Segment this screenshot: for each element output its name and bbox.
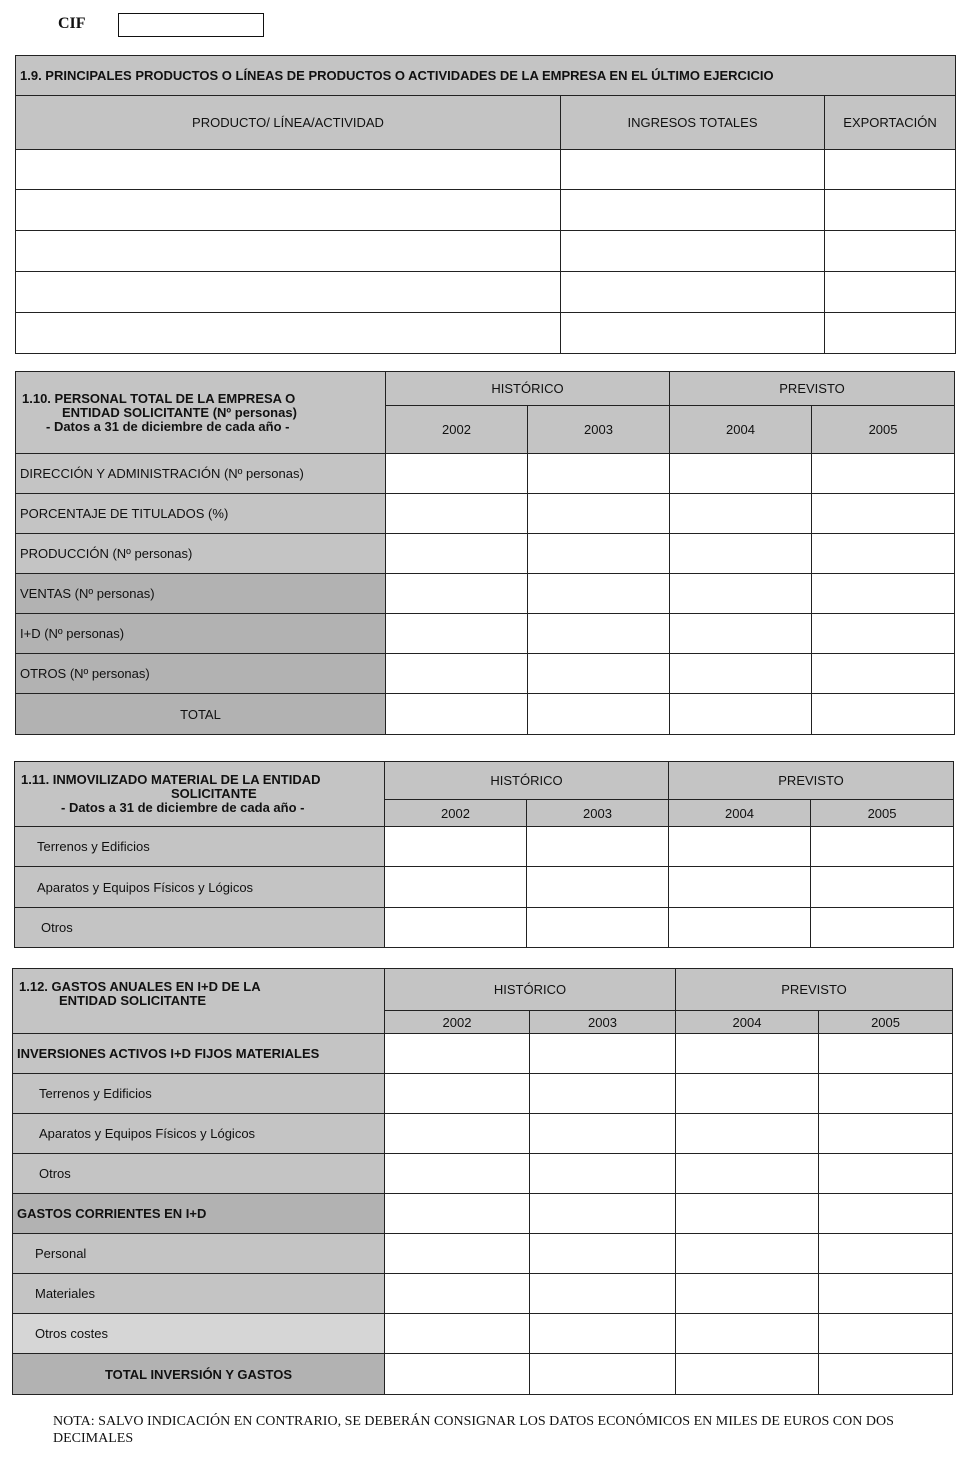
data-cell[interactable] bbox=[676, 1234, 819, 1274]
year-header: 2003 bbox=[527, 800, 669, 827]
data-cell[interactable] bbox=[530, 1074, 676, 1114]
data-cell[interactable] bbox=[676, 1074, 819, 1114]
data-cell[interactable] bbox=[819, 1194, 953, 1234]
row-label-aparatos: Aparatos y Equipos Físicos y Lógicos bbox=[13, 1114, 385, 1154]
year-header: 2003 bbox=[528, 406, 670, 454]
section-1-11-table bbox=[14, 761, 954, 948]
data-cell[interactable] bbox=[812, 494, 955, 534]
section-1-9-table bbox=[15, 55, 956, 354]
data-cell[interactable] bbox=[676, 1314, 819, 1354]
section-1-10-subtitle: - Datos a 31 de diciembre de cada año - bbox=[46, 418, 290, 434]
row-label-personal: Personal bbox=[13, 1234, 385, 1274]
data-cell[interactable] bbox=[527, 867, 669, 908]
year-header: 2002 bbox=[385, 1011, 530, 1034]
data-cell[interactable] bbox=[530, 1154, 676, 1194]
exportacion-cell[interactable] bbox=[825, 190, 956, 231]
data-cell[interactable] bbox=[812, 574, 955, 614]
data-cell[interactable] bbox=[385, 1354, 530, 1395]
section-1-10-title-line2: ENTIDAD SOLICITANTE (Nº personas) bbox=[62, 404, 297, 420]
data-cell[interactable] bbox=[386, 454, 528, 494]
data-cell[interactable] bbox=[819, 1354, 953, 1395]
col-ingresos-header: INGRESOS TOTALES bbox=[561, 96, 825, 150]
row-label-materiales: Materiales bbox=[13, 1274, 385, 1314]
data-cell[interactable] bbox=[811, 827, 954, 867]
data-cell[interactable] bbox=[530, 1314, 676, 1354]
row-label-otros: Otros bbox=[13, 1154, 385, 1194]
data-cell[interactable] bbox=[530, 1034, 676, 1074]
data-cell[interactable] bbox=[386, 574, 528, 614]
section-1-10-title-line1: 1.10. PERSONAL TOTAL DE LA EMPRESA O bbox=[22, 390, 296, 406]
col-exportacion-header: EXPORTACIÓN bbox=[825, 96, 956, 150]
data-cell[interactable] bbox=[385, 1314, 530, 1354]
ingresos-cell[interactable] bbox=[561, 150, 825, 190]
producto-cell[interactable] bbox=[16, 231, 561, 272]
section-1-12-table bbox=[12, 968, 953, 1395]
historico-header: HISTÓRICO bbox=[386, 372, 670, 406]
data-cell[interactable] bbox=[385, 908, 527, 948]
data-cell[interactable] bbox=[386, 494, 528, 534]
ingresos-cell[interactable] bbox=[561, 190, 825, 231]
data-cell[interactable] bbox=[812, 654, 955, 694]
data-cell[interactable] bbox=[819, 1314, 953, 1354]
previsto-header: PREVISTO bbox=[676, 969, 953, 1011]
year-header: 2005 bbox=[811, 800, 954, 827]
row-label-otros-costes: Otros costes bbox=[13, 1314, 385, 1354]
year-header: 2004 bbox=[670, 406, 812, 454]
data-cell[interactable] bbox=[385, 1114, 530, 1154]
data-cell[interactable] bbox=[386, 654, 528, 694]
data-cell[interactable] bbox=[676, 1354, 819, 1395]
section-1-10-table bbox=[15, 371, 955, 735]
exportacion-cell[interactable] bbox=[825, 313, 956, 354]
previsto-header: PREVISTO bbox=[670, 372, 955, 406]
row-label-total: TOTAL bbox=[16, 694, 386, 735]
section-1-9-title: 1.9. PRINCIPALES PRODUCTOS O LÍNEAS DE PRODUCTOS O ACTIVIDADES DE LA EMPRESA EN EL ÚLTIMO EJERCICIO bbox=[16, 56, 956, 96]
data-cell[interactable] bbox=[530, 1274, 676, 1314]
year-header: 2002 bbox=[386, 406, 528, 454]
data-cell[interactable] bbox=[819, 1154, 953, 1194]
row-label-inversiones: INVERSIONES ACTIVOS I+D FIJOS MATERIALES bbox=[13, 1034, 385, 1074]
exportacion-cell[interactable] bbox=[825, 150, 956, 190]
data-cell[interactable] bbox=[385, 827, 527, 867]
data-cell[interactable] bbox=[385, 1074, 530, 1114]
data-cell[interactable] bbox=[385, 1274, 530, 1314]
producto-cell[interactable] bbox=[16, 190, 561, 231]
ingresos-cell[interactable] bbox=[561, 313, 825, 354]
previsto-header: PREVISTO bbox=[669, 762, 954, 800]
data-cell[interactable] bbox=[527, 827, 669, 867]
row-label-produccion: PRODUCCIÓN (Nº personas) bbox=[16, 534, 386, 574]
data-cell[interactable] bbox=[669, 908, 811, 948]
section-1-12-title-line2: ENTIDAD SOLICITANTE bbox=[59, 993, 207, 1008]
row-label-otros: OTROS (Nº personas) bbox=[16, 654, 386, 694]
data-cell[interactable] bbox=[670, 494, 812, 534]
ingresos-cell[interactable] bbox=[561, 272, 825, 313]
data-cell[interactable] bbox=[670, 534, 812, 574]
row-label-gastos-corrientes: GASTOS CORRIENTES EN I+D bbox=[13, 1194, 385, 1234]
year-header: 2003 bbox=[530, 1011, 676, 1034]
data-cell[interactable] bbox=[676, 1194, 819, 1234]
data-cell[interactable] bbox=[385, 1194, 530, 1234]
section-1-12-title-line1: 1.12. GASTOS ANUALES EN I+D DE LA bbox=[19, 979, 261, 994]
row-label-titulados: PORCENTAJE DE TITULADOS (%) bbox=[16, 494, 386, 534]
data-cell[interactable] bbox=[530, 1194, 676, 1234]
cif-label: CIF bbox=[58, 15, 86, 32]
data-cell[interactable] bbox=[530, 1234, 676, 1274]
data-cell[interactable] bbox=[676, 1274, 819, 1314]
data-cell[interactable] bbox=[819, 1234, 953, 1274]
year-header: 2004 bbox=[676, 1011, 819, 1034]
ingresos-cell[interactable] bbox=[561, 231, 825, 272]
historico-header: HISTÓRICO bbox=[385, 762, 669, 800]
data-cell[interactable] bbox=[670, 574, 812, 614]
data-cell[interactable] bbox=[670, 654, 812, 694]
data-cell[interactable] bbox=[528, 454, 670, 494]
data-cell[interactable] bbox=[812, 614, 955, 654]
data-cell[interactable] bbox=[819, 1034, 953, 1074]
data-cell[interactable] bbox=[385, 1154, 530, 1194]
data-cell[interactable] bbox=[528, 534, 670, 574]
producto-cell[interactable] bbox=[16, 313, 561, 354]
data-cell[interactable] bbox=[386, 694, 528, 735]
data-cell[interactable] bbox=[528, 494, 670, 534]
data-cell[interactable] bbox=[528, 574, 670, 614]
data-cell[interactable] bbox=[811, 867, 954, 908]
data-cell[interactable] bbox=[676, 1034, 819, 1074]
row-label-aparatos: Aparatos y Equipos Físicos y Lógicos bbox=[15, 867, 385, 908]
data-cell[interactable] bbox=[386, 614, 528, 654]
section-1-11-title-line1: 1.11. INMOVILIZADO MATERIAL DE LA ENTIDAD bbox=[21, 772, 321, 787]
data-cell[interactable] bbox=[812, 534, 955, 574]
data-cell[interactable] bbox=[676, 1114, 819, 1154]
producto-cell[interactable] bbox=[16, 272, 561, 313]
data-cell[interactable] bbox=[812, 454, 955, 494]
data-cell[interactable] bbox=[811, 908, 954, 948]
row-label-terrenos: Terrenos y Edificios bbox=[13, 1074, 385, 1114]
year-header: 2004 bbox=[669, 800, 811, 827]
data-cell[interactable] bbox=[819, 1074, 953, 1114]
section-1-12-title bbox=[13, 969, 385, 1034]
exportacion-cell[interactable] bbox=[825, 272, 956, 313]
section-1-11-title bbox=[15, 762, 385, 827]
exportacion-cell[interactable] bbox=[825, 231, 956, 272]
data-cell[interactable] bbox=[669, 867, 811, 908]
data-cell[interactable] bbox=[385, 867, 527, 908]
section-1-11-subtitle: - Datos a 31 de diciembre de cada año - bbox=[61, 800, 305, 815]
data-cell[interactable] bbox=[528, 654, 670, 694]
row-label-total: TOTAL INVERSIÓN Y GASTOS bbox=[13, 1354, 385, 1395]
data-cell[interactable] bbox=[385, 1234, 530, 1274]
data-cell[interactable] bbox=[528, 614, 670, 654]
data-cell[interactable] bbox=[670, 694, 812, 735]
data-cell[interactable] bbox=[670, 454, 812, 494]
row-label-ventas: VENTAS (Nº personas) bbox=[16, 574, 386, 614]
col-producto-header: PRODUCTO/ LÍNEA/ACTIVIDAD bbox=[16, 96, 561, 150]
data-cell[interactable] bbox=[385, 1034, 530, 1074]
data-cell[interactable] bbox=[669, 827, 811, 867]
row-label-id: I+D (Nº personas) bbox=[16, 614, 386, 654]
cif-input[interactable] bbox=[118, 13, 264, 37]
row-label-direccion: DIRECCIÓN Y ADMINISTRACIÓN (Nº personas) bbox=[16, 454, 386, 494]
section-1-11-title-line2: SOLICITANTE bbox=[171, 786, 257, 801]
year-header: 2005 bbox=[819, 1011, 953, 1034]
year-header: 2005 bbox=[812, 406, 955, 454]
row-label-otros: Otros bbox=[15, 908, 385, 948]
data-cell[interactable] bbox=[670, 614, 812, 654]
data-cell[interactable] bbox=[530, 1114, 676, 1154]
row-label-terrenos: Terrenos y Edificios bbox=[15, 827, 385, 867]
data-cell[interactable] bbox=[676, 1154, 819, 1194]
data-cell[interactable] bbox=[812, 694, 955, 735]
data-cell[interactable] bbox=[819, 1274, 953, 1314]
producto-cell[interactable] bbox=[16, 150, 561, 190]
data-cell[interactable] bbox=[819, 1114, 953, 1154]
data-cell[interactable] bbox=[528, 694, 670, 735]
section-1-10-title bbox=[16, 372, 386, 454]
year-header: 2002 bbox=[385, 800, 527, 827]
data-cell[interactable] bbox=[527, 908, 669, 948]
historico-header: HISTÓRICO bbox=[385, 969, 676, 1011]
data-cell[interactable] bbox=[530, 1354, 676, 1395]
footnote: NOTA: SALVO INDICACIÓN EN CONTRARIO, SE DEBERÁN CONSIGNAR LOS DATOS ECONÓMICOS EN MILES DE EUROS CON DOS DECIMALES bbox=[53, 1414, 894, 1446]
data-cell[interactable] bbox=[386, 534, 528, 574]
